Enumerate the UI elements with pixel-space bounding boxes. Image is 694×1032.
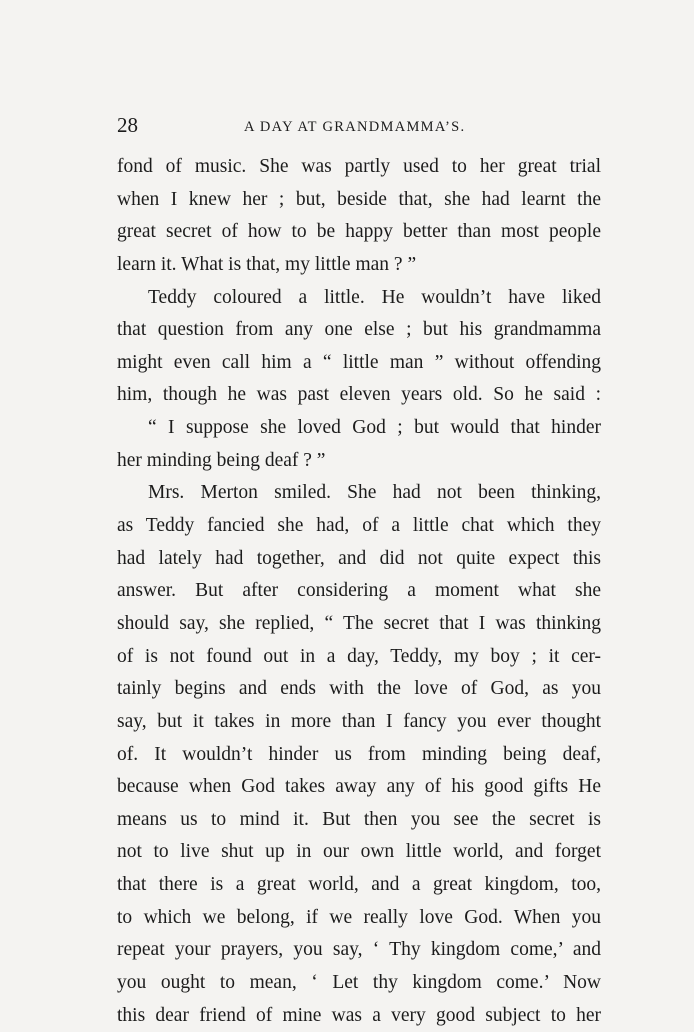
text-line: answer. But after considering a moment what she bbox=[117, 580, 601, 602]
text-line: means us to mind it. But then you see the secret is bbox=[117, 808, 601, 830]
text-line: this dear friend of mine was a very good subject to her bbox=[117, 1004, 601, 1026]
page-header bbox=[117, 113, 601, 137]
text-line: that question from any one else ; but his grandmamma bbox=[117, 319, 601, 341]
text-line: Teddy coloured a little. He wouldn’t have liked bbox=[148, 286, 601, 308]
text-line: repeat your prayers, you say, ‘ Thy kingdom come,’ and bbox=[117, 939, 601, 961]
text-line: to which we belong, if we really love God. When you bbox=[117, 906, 601, 928]
body-text bbox=[117, 151, 601, 1032]
text-line: should say, she replied, “ The secret that I was thinking bbox=[117, 612, 601, 634]
page-number: 28 bbox=[117, 113, 138, 137]
running-title: A DAY AT GRANDMAMMA’S. bbox=[244, 119, 466, 135]
text-line: when I knew her ; but, beside that, she had learnt the bbox=[117, 188, 601, 210]
text-line: of. It wouldn’t hinder us from minding being deaf, bbox=[117, 743, 601, 765]
text-line: fond of music. She was partly used to her great trial bbox=[117, 156, 601, 177]
text-line: might even call him a “ little man ” without offending bbox=[117, 351, 601, 373]
text-line: Mrs. Merton smiled. She had not been thinking, bbox=[148, 482, 601, 504]
text-line: not to live shut up in our own little world, and forget bbox=[117, 841, 601, 863]
text-line: great secret of how to be happy better than most people bbox=[117, 221, 601, 243]
text-line: learn it. What is that, my little man ? ” bbox=[117, 253, 417, 275]
text-line: her minding being deaf ? ” bbox=[117, 449, 326, 471]
text-line: that there is a great world, and a great kingdom, too, bbox=[117, 874, 601, 896]
text-line: had lately had together, and did not quite expect this bbox=[117, 547, 601, 569]
text-line: “ I suppose she loved God ; but would that hinder bbox=[148, 417, 601, 439]
text-line: him, though he was past eleven years old. So he said : bbox=[117, 384, 601, 406]
text-line: of is not found out in a day, Teddy, my boy ; it cer- bbox=[117, 645, 601, 667]
text-line: you ought to mean, ‘ Let thy kingdom come.’ Now bbox=[117, 972, 601, 994]
text-line: because when God takes away any of his good gifts He bbox=[117, 776, 601, 798]
text-line: as Teddy fancied she had, of a little chat which they bbox=[117, 515, 601, 537]
text-line: tainly begins and ends with the love of God, as you bbox=[117, 678, 601, 700]
text-line: say, but it takes in more than I fancy you ever thought bbox=[117, 710, 601, 732]
